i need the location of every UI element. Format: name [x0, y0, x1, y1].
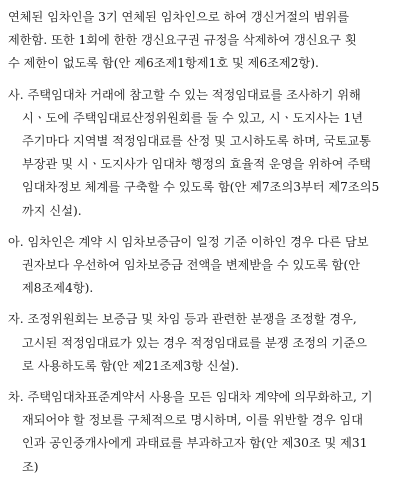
- text-line: 차. 주택임대차표준계약서 사용을 모든 임대차 계약에 의무화하고, 기: [8, 390, 373, 405]
- paragraph-item-cha: [8, 386, 392, 479]
- text-line: 권자보다 우선하여 임차보증금 전액을 변제받을 수 있도록 함(안: [22, 258, 360, 273]
- text-line: 제8조제4항).: [22, 281, 94, 296]
- paragraph-gap: [8, 76, 392, 84]
- text-line: 부장관 및 시ㆍ도지사가 임대차 행정의 효율적 운영을 위하여 주택: [22, 157, 371, 172]
- paragraph-gap: [8, 300, 392, 308]
- text-line: 연체된 임차인을 3기 연체된 임차인으로 하여 갱신거절의 범위를: [8, 10, 349, 24]
- text-line: 임대차정보 체계를 구축할 수 있도록 함(안 제7조의3부터 제7조의5: [22, 180, 380, 195]
- text-line: 까지 신설).: [22, 203, 82, 218]
- text-line: 조): [22, 459, 39, 474]
- paragraph-item-ja: [8, 308, 392, 378]
- paragraph-gap: [8, 223, 392, 231]
- paragraph-gap: [8, 378, 392, 386]
- text-line: 사. 주택임대차 거래에 참고할 수 있는 적정임대료를 조사하기 위해: [8, 87, 361, 102]
- paragraph-item-a: [8, 231, 392, 301]
- text-line: 시ㆍ도에 주택임대료산정위원회를 둘 수 있고, 시ㆍ도지사는 1년: [22, 110, 363, 125]
- text-line: 자. 조정위원회는 보증금 및 차임 등과 관련한 분쟁을 조정할 경우,: [8, 312, 357, 327]
- text-line: 수 제한이 없도록 함(안 제6조제1항제1호 및 제6조제2항).: [8, 56, 319, 71]
- text-line: 고시된 적정임대료가 있는 경우 적정임대료를 분쟁 조정의 기준으: [22, 335, 367, 350]
- paragraph-continuation: [8, 6, 392, 76]
- paragraph-item-sa: [8, 84, 392, 223]
- text-line: 주기마다 지역별 적정임대료를 산정 및 고시하도록 하며, 국토교통: [22, 134, 371, 149]
- text-line: 로 사용하도록 함(안 제21조제3항 신설).: [22, 358, 239, 373]
- text-line: 제한함. 또한 1회에 한한 갱신요구권 규정을 삭제하여 갱신요구 횟: [8, 33, 357, 48]
- text-line: 재되어야 할 정보를 구체적으로 명시하며, 이를 위반할 경우 임대: [22, 413, 363, 428]
- text-line: 인과 공인중개사에게 과태료를 부과하고자 함(안 제30조 및 제31: [22, 436, 368, 451]
- text-line: 아. 임차인은 계약 시 임차보증금이 일정 기준 이하인 경우 다른 담보: [8, 234, 369, 249]
